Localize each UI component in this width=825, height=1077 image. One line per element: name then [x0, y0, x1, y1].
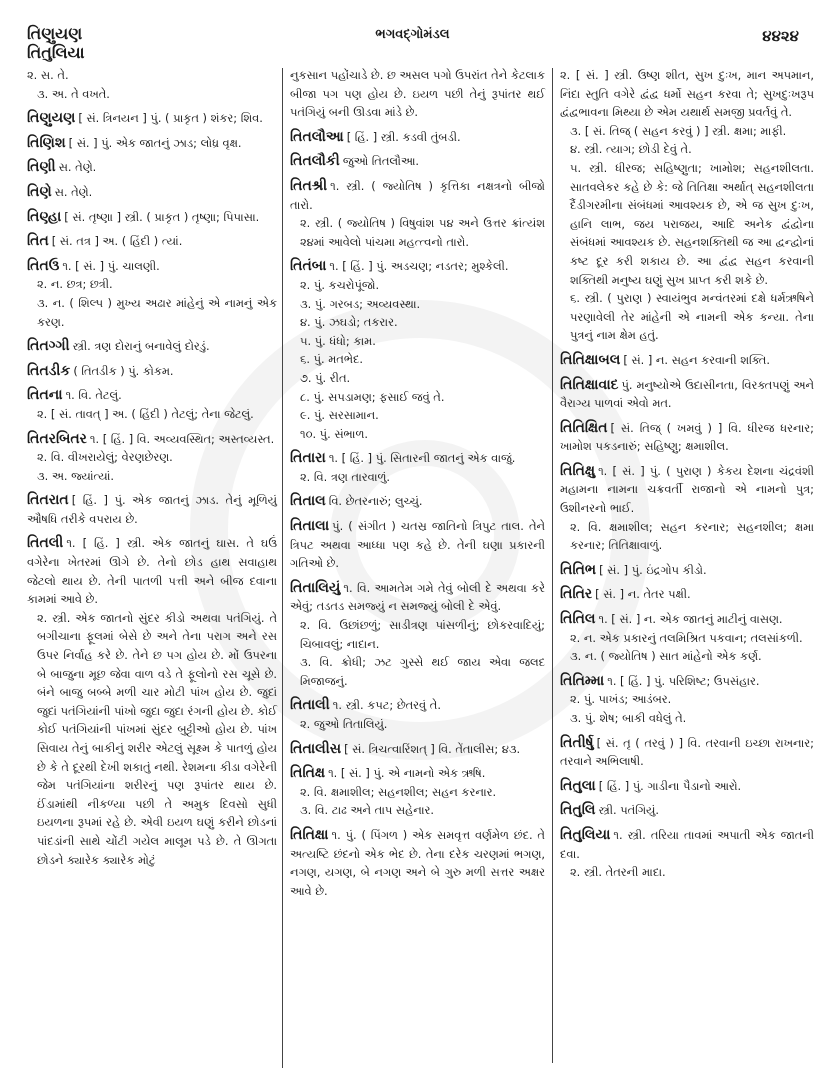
entry-definition [27, 158, 277, 177]
entry-definition [560, 66, 814, 122]
entry-definition [27, 430, 277, 449]
dictionary-entry [27, 534, 277, 869]
definition-text: [ હિં. ] પું. એક જાતનું ઝાડ. તેનું મૂળિયું ઔષધિ તરીકે વપરાય છે. [27, 493, 277, 526]
entry-definition [560, 351, 814, 370]
headword: તિતાલી [290, 697, 330, 714]
entry-definition [560, 585, 814, 604]
dictionary-entry [290, 517, 545, 573]
definition-text: ( તિતડીક ) પું. કોકમ. [73, 363, 174, 378]
sense-text: ૨. વિ. વીખરાયેલું; વેરણછેરણ. [37, 450, 173, 465]
dictionary-entry [290, 492, 545, 511]
column-divider [282, 68, 283, 1068]
entry-sense [560, 647, 814, 666]
entry-sense [27, 85, 277, 104]
entry-definition [290, 152, 545, 171]
headword: તિતિમ્મા [560, 672, 605, 689]
entry-definition [27, 183, 277, 202]
dictionary-entry [27, 66, 277, 103]
entry-sense [27, 275, 277, 294]
entry-sense [290, 214, 545, 251]
entry-definition [290, 257, 545, 276]
dictionary-entry [27, 158, 277, 177]
sense-text: ૨. સ્ત્રી. તેતરની માદા. [570, 865, 666, 880]
headword: તિતરાત [27, 492, 69, 509]
entry-sense [560, 140, 814, 159]
entry-sense [290, 653, 545, 690]
sense-text: ૨. વિ. ક્ષમાશીલ; સહનશીલ; સહન કરનાર. [300, 784, 497, 799]
entry-sense [560, 122, 814, 141]
entry-sense [560, 690, 814, 709]
headword: તિતુલિ [560, 802, 596, 819]
sense-text: ૨. જુઓ તિતાલિયું. [300, 717, 388, 731]
entry-definition [290, 579, 545, 616]
headword: તિતિક્ષ [290, 765, 326, 782]
definition-text: ૧. [ હિં. ] પું. અડચણ; નડતર; મુશ્કેલી. [329, 259, 509, 274]
entry-definition [27, 362, 277, 381]
headword: તિતઉ [27, 257, 60, 274]
definition-text: [ સં. ત્રિચત્વારિંશત્ ] વિ. તેંતાલીસ; ૪૩. [344, 741, 521, 756]
column-2 [290, 66, 545, 1061]
entry-sense [290, 468, 545, 487]
headword: તિતશ્રી [290, 177, 328, 194]
dictionary-entry [27, 134, 277, 153]
sense-text: ૨. સ્ત્રી. ( જ્યોતિષ ) વિષુવાંશ ૫૪ અને ઉત્તર ક્રાંત્યંશ ૨૪માં આવેલો પાંચમા મહત્ત્વનો તારો. [300, 216, 545, 249]
headword: તિતના [27, 387, 63, 404]
definition-text: સ. તેણે. [58, 160, 97, 175]
definition-text: ૧. [ સં. ] પું. એ નામનો એક ઋષિ. [328, 766, 486, 781]
headword: તિતગ્ગી [27, 338, 70, 355]
dictionary-entry [290, 764, 545, 820]
sense-text: ૯. પું. સરસામાન. [300, 408, 379, 423]
headword: તિણુયણ [27, 110, 76, 127]
entry-definition [27, 337, 277, 356]
headword: તિતલી [27, 535, 64, 552]
sense-text: ૩. ન. ( શિલ્પ ) મુખ્ય અઢાર માંહેનું એ નામનું એક કરણ. [37, 295, 277, 329]
headword: તિતાલીસ [290, 740, 342, 757]
entry-sense [290, 276, 545, 295]
entry-definition [290, 826, 545, 900]
headword: તિતિક્ષાવાદ [560, 376, 619, 393]
entry-definition [27, 232, 277, 251]
dictionary-entry [27, 430, 277, 486]
sense-text: ૨. ન. છત્ર; છત્રી. [37, 277, 113, 292]
dictionary-entry [27, 362, 277, 381]
definition-text: ૧. વિ. તેટલું. [65, 388, 122, 403]
dictionary-columns [0, 66, 825, 1066]
entry-definition [27, 386, 277, 405]
sense-text: ૨. ન. એક પ્રકારનું તલમિશ્રિત પકવાન; તલસાંકળી. [570, 630, 803, 645]
entry-definition [560, 610, 814, 629]
definition-text: ૧. વિ. આમતેમ ગમે તેવું બોલી દે અથવા કરે એવું; તડતડ સમજ્યું ન સમજ્યું બોલી દે એવું. [290, 580, 545, 614]
entry-definition [290, 177, 545, 214]
sense-text: ૫. પું. ધંધો; કામ. [300, 333, 376, 348]
dictionary-entry [290, 66, 545, 122]
entry-sense [290, 295, 545, 314]
headword: તિતંબા [290, 258, 327, 275]
headword: તિતિલ [560, 611, 596, 628]
dictionary-entry [27, 491, 277, 528]
definition-text: ૨. સ. તે. [27, 68, 69, 82]
definition-text: ૧. [ હિં. ] પું. સિતારની જાતનું એક વાજું. [328, 451, 516, 466]
entry-sense [290, 350, 545, 369]
definition-text: [ સં. ] ન. તેતર પક્ષી. [595, 587, 691, 602]
headword: તિણિશ [27, 134, 66, 151]
column-3 [560, 66, 814, 1061]
entry-sense [560, 159, 814, 289]
dictionary-entry [560, 801, 814, 820]
dictionary-entry [560, 826, 814, 882]
sense-text: ૨. વિ. ઉછાંછળું; સાડીત્રણ પાંસળીનું; છોકરવાદિયું; ચિબાવલું; નાદાન. [300, 618, 545, 651]
headword: તિતિક્ષાબલ [560, 351, 621, 368]
page-header [0, 0, 825, 62]
dictionary-entry [560, 610, 814, 666]
sense-text: ૮. પું. સપડામણ; ફસાઈ જવું તે. [300, 389, 445, 404]
entry-sense [27, 609, 277, 869]
headword: તિણ્હા [27, 208, 62, 225]
entry-definition [27, 134, 277, 153]
definition-text: [ સં. તત્ર ] અ. ( હિંદી ) ત્યાં. [51, 234, 183, 249]
definition-text: [ સં. તિજ્ ( ખમવું ) ] વિ. ધીરજ ધરનાર; ખામોશ પકડનારું; સહિષ્ણુ; ક્ષમાશીલ. [560, 420, 814, 454]
headword: તિત [27, 233, 49, 250]
definition-text: પું. ( સંગીત ) ચતસ્ર જાતિનો ત્રિપુટ તાલ. તેને ત્રિપટ અથવા આધ્ધા પણ કહે છે. તેની ઘણા પ્રકારની ગતિઓ છે. [290, 519, 545, 571]
entry-definition [560, 672, 814, 691]
entry-sense [560, 289, 814, 345]
definition-text: ૨. [ સં. ] સ્ત્રી. ઉષ્ણ શીત, સુખ દુઃખ, માન અપમાન, નિંદા સ્તુતિ વગેરે દ્વંદ્વ ધર્મો સહન કરવા તે; સુખદુઃખરૂપ દ્વંદ્વભાવના મિથ્યા છે એમ યથાર્થ સમજી પ્રવર્તવું તે. [560, 68, 814, 120]
sense-text: ૪. પું. ઝઘડો; તકરાર. [300, 315, 398, 330]
sense-text: ૬. પું. મતભેદ. [300, 352, 363, 367]
dictionary-entry [27, 183, 277, 202]
definition-text: ૧. સ્ત્રી. તરિયા તાવમાં અપાતી એક જાતની દવા. [560, 827, 814, 861]
headword: તિતરબિતર [27, 430, 87, 447]
dictionary-entry [290, 449, 545, 486]
definition-text: [ સં. ] ન. સહન કરવાની શક્તિ. [623, 352, 770, 367]
dictionary-entry [27, 232, 277, 251]
headword: તિતાલિયું [290, 579, 341, 596]
headword: તિતલૌઆ [290, 128, 344, 145]
entry-sense [560, 518, 814, 555]
dictionary-entry [560, 462, 814, 555]
entry-sense [290, 332, 545, 351]
entry-sense [290, 369, 545, 388]
headword: તિતુલિયા [560, 826, 611, 843]
entry-definition [290, 696, 545, 715]
entry-sense [290, 313, 545, 332]
definition-text: જુઓ તિતલૌઆ. [342, 154, 420, 169]
dictionary-entry [560, 419, 814, 456]
definition-text: ૧. [ હિં. ] સ્ત્રી. એક જાતનું ઘાસ. તે ઘઉં વગેરેના ખેતરમાં ઊગે છે. તેનો છોડ હાથ સવાહાથ જેટલો થાય છે. તેની પાતળી પત્તી અને બીજ દવાના કામમાં આવે છે. [27, 536, 277, 607]
sense-text: ૩. અ. તે વખતે. [37, 86, 110, 101]
guide-word-first: તિણુયણ [27, 24, 83, 43]
headword: તિતિક્ષુ [560, 462, 596, 479]
entry-definition [290, 449, 545, 468]
page-number: ૪૪૨૪ [762, 27, 799, 45]
definition-text: પું. મનુષ્યોએ ઉદાસીનતા, વિરક્તપણું અને વૈરાગ્ય પાળવાં એવો મત. [560, 377, 814, 411]
definition-text: [ હિં. ] સ્ત્રી. કડવી તુંબડી. [346, 129, 461, 144]
dictionary-entry [290, 579, 545, 691]
dictionary-entry [290, 696, 545, 733]
sense-text: ૭. પું. રીત. [300, 370, 351, 385]
entry-definition [290, 128, 545, 147]
entry-sense [290, 425, 545, 444]
sense-text: ૨. [ સં. તાવત્ ] અ. ( હિંદી ) તેટલું; તેના જેટલું. [37, 406, 254, 421]
entry-sense [27, 405, 277, 424]
headword: તિતિક્ષા [290, 826, 329, 843]
entry-sense [290, 715, 545, 734]
entry-sense [560, 629, 814, 648]
headword: તિતલૌકી [290, 153, 340, 170]
entry-definition [560, 777, 814, 796]
entry-sense [560, 709, 814, 728]
headword: તિણે [27, 183, 52, 200]
entry-sense [290, 801, 545, 820]
definition-text: [ સં. ત્રિનયન ] પું. ( પ્રાકૃત ) શંકર; શિવ. [78, 111, 263, 126]
sense-text: ૩. વિ. ટાઢ અને તાપ સહેનાર. [300, 803, 435, 818]
sense-text: ૬. સ્ત્રી. ( પુરાણ ) સ્વાયંભુવ મન્વંતરમાં દક્ષે ધર્મઋષિને પરણાવેલી તેર માંહેની એ નામની એક કન્યા. તેના પુત્રનું નામ ક્ષેમ હતું. [570, 291, 814, 343]
dictionary-entry [290, 152, 545, 171]
sense-text: ૨. સ્ત્રી. એક જાતનો સુંદર કીડો અથવા પતંગિયું. તે બગીચાના ફૂલમાં બેસે છે અને તેના પરાગ અને રસ ઉપર નિર્વાહ કરે છે. તેને છ પગ હોય છે. મોં ઉપરના બે બાજુના મૂછ જેવા વાળ વડે તે ફૂલોનો રસ ચૂસે છે. બંને બાજુ બબ્બે મળી ચાર મોટી પાંખ હોય છે. જુદાં જુદાં પતંગિયાંની પાંખો જુદા જુદા રંગની હોય છે. કોઈ કોઈ પતંગિયાંની પાંખમાં સુંદર બુટ્ટીઓ હોય છે. પાંખ સિવાય તેનું બાકીનું શરીર એટલું સૂક્ષ્મ કે પાતળું હોય છે કે તે દૂરથી દેખી શકાતું નથી. રેશમના કીડા વગેરેની જેમ પતંગિયાંના શરીરનું પણ રૂપાંતર થાય છે. ઈંડામાંથી નીકળ્યા પછી તે અમુક દિવસો સુધી ઇયળના રૂપમાં રહે છે. એવી ઇયળ ઘણું કરીને છોડનાં પાંદડાંની સાથે ચોંટી ગયેલ માલૂમ પડે છે. તે ઊગતા છોડને ક્યારેક ક્યારેક મોટું [37, 610, 277, 867]
definition-text: સ્ત્રી. ત્રણ દોરાનું બનાવેલું દોરડું. [72, 339, 210, 354]
entry-sense [290, 388, 545, 407]
entry-definition [27, 534, 277, 608]
entry-definition [27, 109, 277, 128]
column-divider [552, 68, 553, 1063]
headword: તિતિર [560, 586, 593, 603]
entry-sense [560, 863, 814, 882]
dictionary-entry [560, 376, 814, 413]
dictionary-entry [27, 109, 277, 128]
sense-text: ૩. [ સં. તિજ્ ( સહન કરવું ) ] સ્ત્રી. ક્ષમા; માફી. [570, 123, 787, 138]
definition-text: [ સં. તૃ ( તરવું ) ] વિ. તરવાની ઇચ્છા રાખનાર; તરવાને અભિલાષી. [560, 735, 814, 769]
entry-sense [290, 406, 545, 425]
sense-text: ૨. વિ. ત્રણ તારવાળું. [300, 469, 391, 484]
entry-sense [27, 467, 277, 486]
headword: તિણી [27, 159, 56, 176]
entry-definition [290, 66, 545, 122]
entry-definition [560, 419, 814, 456]
definition-text: સ્ત્રી. પતંગિયું. [598, 803, 659, 818]
sense-text: ૧૦. પું. સંભાળ. [300, 426, 368, 441]
headword: તિતુલા [560, 777, 596, 794]
sense-text: ૩. વિ. ક્રોધી; ઝટ ગુસ્સે થઈ જાય એવા જલદ મિજાજનું. [300, 655, 545, 688]
definition-text: [ સં. તૃષ્ણા ] સ્ત્રી. ( પ્રાકૃત ) તૃષ્ણા; પિપાસા. [64, 209, 260, 224]
entry-definition [290, 740, 545, 759]
dictionary-entry [560, 66, 814, 345]
entry-sense [27, 448, 277, 467]
entry-sense [290, 783, 545, 802]
column-1 [27, 66, 277, 1061]
definition-text: ૧. [ સં. ] ન. એક જાતનું માટીનું વાસણ. [598, 612, 783, 627]
dictionary-entry [560, 351, 814, 370]
definition-text: [ હિં. ] પું. ગાડીના પૈડાનો આરો. [598, 778, 742, 793]
definition-text: [ સં. ] પું. ઇંદ્રગોપ કીડો. [599, 562, 707, 577]
definition-text: [ સં. ] પું. એક જાતનું ઝાડ; લોધ્ર વૃક્ષ. [68, 135, 242, 150]
dictionary-entry [560, 777, 814, 796]
definition-text: ૧. સ્ત્રી. ( જ્યોતિષ ) કૃત્તિકા નક્ષત્રનો બીજો તારો. [290, 178, 545, 212]
dictionary-entry [290, 740, 545, 759]
dictionary-entry [560, 561, 814, 580]
entry-definition [560, 462, 814, 518]
dictionary-entry [290, 257, 545, 443]
sense-text: ૩. પું. શેષ; બાકી વધેલું તે. [570, 711, 687, 725]
entry-definition [560, 561, 814, 580]
entry-definition [290, 764, 545, 783]
headword: તિતીર્ષુ [560, 734, 594, 751]
entry-sense [290, 616, 545, 653]
entry-definition [27, 491, 277, 528]
sense-text: ૨. પું. પાખંડ; આડંબર. [570, 692, 672, 707]
headword: તિતડીક [27, 362, 71, 379]
definition-text: ૧. પું. ( પિંગળ ) એક સમવૃત્ત વર્ણમેળ છંદ. તે અત્યષ્ટિ છંદનો એક ભેદ છે. તેના દરેક ચરણમાં ભગણ, નગણ, યગણ, બે નગણ અને બે ગુરુ મળી સત્તર અક્ષર આવે છે. [290, 827, 545, 898]
dictionary-entry [27, 208, 277, 227]
headword: તિતાલ [290, 493, 326, 510]
definition-text: સ. તેણે. [54, 184, 93, 199]
dictionary-entry [290, 177, 545, 251]
entry-definition [290, 492, 545, 511]
entry-definition [27, 66, 277, 85]
entry-definition [290, 517, 545, 573]
headword: તિતિક્ષિત [560, 419, 608, 436]
sense-text: ૫. સ્ત્રી. ધીરજ; સહિષ્ણુતા; ખામોશ; સહનશીલતા. સાતવલેકર કહે છે કે: જે તિતિક્ષા અર્થાત્ સહનશીલતા દૈંડીગરમીના સંબંધમાં આવશ્યક છે, એ જ સુખ દુઃખ, હાનિ લાભ, જય પરાજય, આદિ અનેક દ્વંદ્વોના સંબંધમાં આવશ્યક છે. સહનશક્તિથી જ આ દ્વન્દ્વોનાં કષ્ટ દૂર કરી શકાય છે. આ દ્વંદ્વ સહન કરવાની શક્તિથી મનુષ્ય ઘણું સુખ પ્રાપ્ત કરી શકે છે. [570, 160, 814, 287]
dictionary-entry [27, 337, 277, 356]
sense-text: ૩. અ. જ્યાંત્યાં. [37, 468, 115, 483]
definition-text: વિ. છેતરનારું; લુચ્ચું. [328, 494, 423, 509]
definition-text: ૧. સ્ત્રી. કપટ; છેતરવું તે. [332, 698, 441, 713]
sense-text: ૩. પું. ગરબડ; અવ્યવસ્થા. [300, 296, 421, 311]
sense-text: ૩. ન. ( જ્યોતિષ ) સાત માંહેનો એક કર્ણ. [570, 649, 762, 664]
entry-definition [560, 734, 814, 771]
entry-definition [27, 208, 277, 227]
dictionary-entry [560, 734, 814, 771]
definition-text: ૧. [ હિં. ] પું. પરિશિષ્ટ; ઉપસંહાર. [607, 673, 760, 688]
headword: તિતારા [290, 450, 326, 467]
sense-text: ૨. પું. કચરોપૂંજો. [300, 277, 380, 292]
definition-text: નુકસાન પહોંચાડે છે. છ અસલ પગો ઉપરાંત તેને કેટલાક બીજા પગ પણ હોય છે. ઇયળ પછી તેનું રૂપાંતર થઈ પતંગિયું બની ઊડવા માંડે છે. [290, 68, 545, 120]
definition-text: ૧. [ સં. ] પું. ચાલણી. [62, 258, 160, 273]
headword: તિતિભ [560, 561, 597, 578]
dictionary-entry [27, 386, 277, 423]
running-title: ભગવદ્ગોમંડલ [375, 27, 450, 42]
sense-text: ૨. વિ. ક્ષમાશીલ; સહન કરનાર; સહનશીલ; ક્ષમા કરનાર; તિતિક્ષાવાળું. [570, 519, 814, 553]
dictionary-entry [27, 257, 277, 331]
entry-definition [27, 257, 277, 276]
definition-text: ૧. [ સં. ] પું. ( પુરાણ ) કેકય દેશના ચંદ્રવંશી મહામના નામના ચક્રવર્તી રાજાનો એ નામનો પુત્ર; ઉશીનરનો ભાઈ. [560, 463, 814, 516]
entry-sense [27, 294, 277, 331]
dictionary-entry [560, 672, 814, 728]
dictionary-entry [290, 128, 545, 147]
entry-definition [560, 801, 814, 820]
definition-text: ૧. [ હિં. ] વિ. અવ્યવસ્થિત; અસ્તવ્યસ્ત. [89, 431, 275, 446]
dictionary-entry [560, 585, 814, 604]
guide-word-last: તિતુલિયા [27, 43, 85, 62]
entry-definition [560, 826, 814, 863]
entry-definition [560, 376, 814, 413]
dictionary-entry [290, 826, 545, 900]
headword: તિતાલા [290, 518, 330, 535]
sense-text: ૪. સ્ત્રી. ત્યાગ; છોડી દેવું તે. [570, 142, 692, 157]
